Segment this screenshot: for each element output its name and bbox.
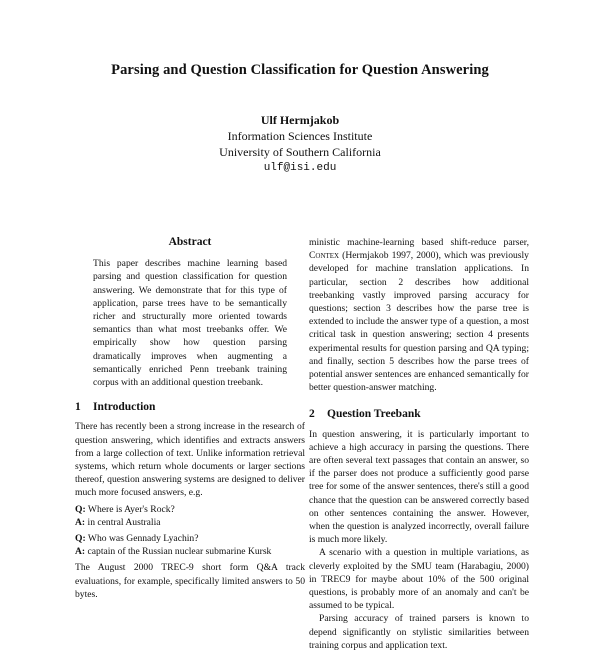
a-text: captain of the Russian nuclear submarine Kursk	[87, 546, 272, 558]
intro-paragraph-2: The August 2000 TREC-9 short form Q&A track evaluations, for example, specifically limited answers to 50 bytes.	[75, 562, 305, 600]
section-1-number: 1	[75, 401, 81, 414]
author-affiliation-1: Information Sciences Institute	[227, 129, 373, 143]
contex-name: Contex	[309, 250, 340, 262]
a-label: A:	[75, 516, 86, 528]
left-column	[75, 236, 305, 601]
section-2-heading	[309, 408, 529, 421]
author-name: Ulf Hermjakob	[260, 113, 340, 127]
right-column	[309, 236, 529, 652]
author-block	[0, 112, 600, 176]
qa-answer-2	[75, 545, 305, 558]
q-text: Who was Gennady Lyachin?	[87, 533, 199, 545]
qa-examples	[75, 503, 305, 559]
a-label: A:	[75, 546, 86, 558]
q-text: Where is Ayer's Rock?	[87, 503, 175, 515]
continuation-post: (Hermjakob 1997, 2000), which was previously developed for machine translation applications. In particular, section 2 describes how additional treebanking vastly improved parsing accuracy for questions; section 3 describes how the parse tree is extended to include the answer type of a question, a most critical task in question answering; section 4 presents experimental results for question parsing and QA typing; and finally, section 5 describes how the parse trees of potential answer sentences are enhanced semantically for better question-answer matching.	[309, 250, 529, 394]
section-2-paragraph-3: Parsing accuracy of trained parsers is known to depend significantly on stylistic similarities between training corpus and application text.	[309, 613, 529, 651]
section-2-paragraph-2: A scenario with a question in multiple variations, as cleverly exploited by the SMU team (Harabagiu, 2000) in TREC9 for maybe about 10% of the 500 original questions, is probably more of an anomaly and can't be assumed to be typical.	[309, 547, 529, 612]
author-email: ulf@isi.edu	[263, 162, 337, 174]
paper-title: Parsing and Question Classification for Question Answering	[111, 62, 489, 78]
q-label: Q:	[75, 503, 86, 515]
abstract-text: This paper describes machine learning based parsing and question classification for question answering. We demonstrate that for this type of application, parse trees have to be semantically richer and structurally more oriented towards semantics than what most treebanks offer. We empirically show how question parsing dramatically improves when augmenting a semantically enriched Penn treebank training corpus with an additional question treebank.	[93, 258, 287, 389]
intro-paragraph-1: There has recently been a strong increase in the research of question answering, which identifies and extracts answers from a large collection of text. Unlike information retrieval systems, which return whole documents or larger sections thereof, question answering systems are designed to deliver much more focused answers, e.g.	[75, 421, 305, 499]
a-text: in central Australia	[87, 516, 161, 528]
section-2-title: Question Treebank	[327, 408, 421, 421]
qa-question-1	[75, 503, 305, 516]
abstract-heading: Abstract	[168, 236, 212, 248]
continuation-pre: ministic machine-learning based shift-reduce parser,	[309, 237, 529, 248]
abstract-body	[93, 257, 287, 389]
section-1-heading	[75, 401, 305, 414]
author-affiliation-2: University of Southern California	[219, 145, 381, 159]
section-2-paragraph-1: In question answering, it is particularly important to achieve a high accuracy in parsing the questions. There are often several text passages that contain an answer, so if the parser does not produce a sufficiently good parse tree for some of the answer sentences, there's still a good chance that the question can be answered correctly based on other sentences containing the answer. However, when the question is analyzed incorrectly, overall failure is much more likely.	[309, 428, 529, 546]
section-2-number: 2	[309, 408, 315, 421]
qa-question-2	[75, 532, 305, 545]
section-1-title: Introduction	[93, 401, 156, 414]
qa-answer-1	[75, 516, 305, 529]
q-label: Q:	[75, 533, 86, 545]
right-continuation-paragraph	[309, 236, 529, 394]
